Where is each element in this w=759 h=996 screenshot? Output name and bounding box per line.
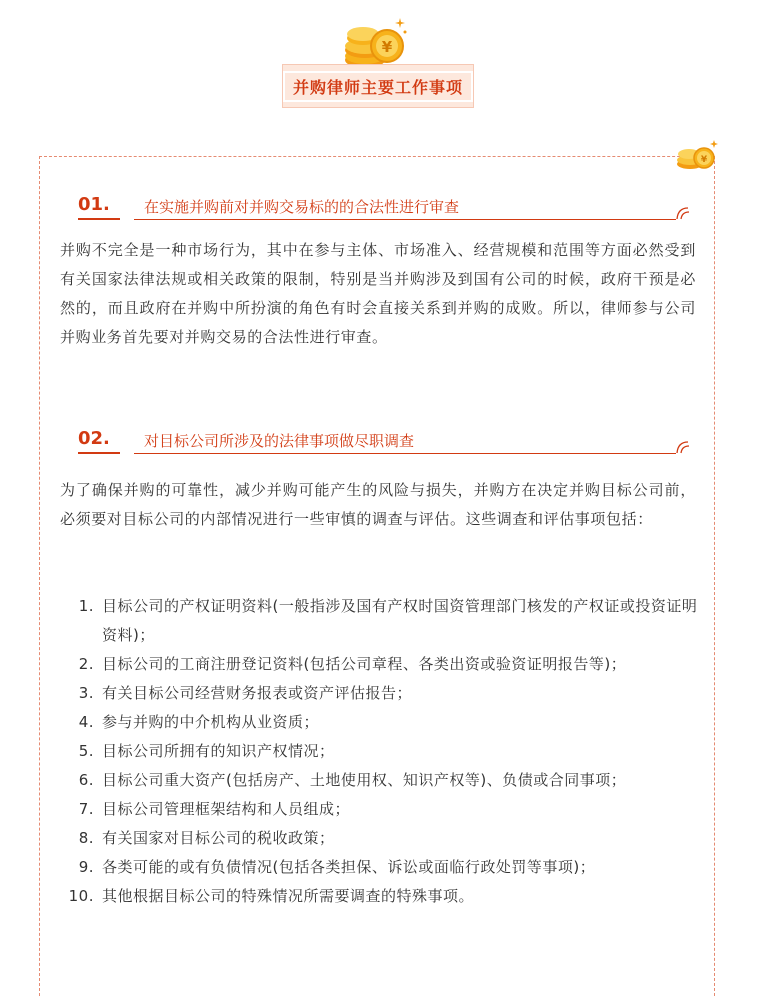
section-divider	[134, 453, 676, 454]
coin-stack-icon	[343, 14, 409, 70]
coin-symbol: ¥	[381, 38, 393, 56]
list-item: 5. 目标公司所拥有的知识产权情况；	[78, 742, 335, 760]
list-item: 4. 参与并购的中介机构从业资质；	[78, 713, 320, 731]
coin-symbol-small: ¥	[700, 155, 708, 165]
list-item: 7. 目标公司管理框架结构和人员组成；	[78, 800, 351, 818]
list-item: 3. 有关目标公司经营财务报表或资产评估报告；	[78, 684, 413, 702]
coin-decoration-icon	[676, 138, 720, 172]
section-paragraph: 为了确保并购的可靠性，减少并购可能产生的风险与损失，并购方在决定并购目标公司前，必须要对目标公司的内部情况进行一些审慎的调查与评估。这些调查和评估事项包括：	[60, 481, 696, 528]
section-number: 01.	[78, 194, 110, 215]
page-title-box	[282, 64, 474, 108]
section-header-1	[78, 194, 694, 224]
section-number: 02.	[78, 428, 110, 449]
section-header-2	[78, 428, 694, 458]
section-title: 对目标公司所涉及的法律事项做尽职调查	[144, 432, 415, 450]
section-number-underline	[78, 218, 120, 220]
list-item: 9. 各类可能的或有负债情况(包括各类担保、诉讼或面临行政处罚等事项)；	[78, 858, 596, 876]
list-item: 6. 目标公司重大资产(包括房产、土地使用权、知识产权等)、负债或合同事项；	[78, 771, 627, 789]
section-paragraph: 并购不完全是一种市场行为，其中在参与主体、市场准入、经营规模和范围等方面必然受到有关国家法律法规或相关政策的限制，特别是当并购涉及到国有公司的时候，政府干预是必然的，而且政府在并购中所扮演的角色有时会直接关系到并购的成败。所以，律师参与公司并购业务首先要对并购交易的合法性进行审查。	[60, 241, 696, 346]
list-item: 10. 其他根据目标公司的特殊情况所需要调查的特殊事项。	[68, 887, 475, 905]
section-title: 在实施并购前对并购交易标的的合法性进行审查	[144, 198, 460, 216]
page-title: 并购律师主要工作事项	[283, 71, 473, 102]
section-divider	[134, 219, 676, 220]
curl-ornament-icon	[676, 438, 694, 456]
section-number-underline	[78, 452, 120, 454]
list-item: 8. 有关国家对目标公司的税收政策；	[78, 829, 335, 847]
curl-ornament-icon	[676, 204, 694, 222]
checklist	[60, 592, 700, 911]
list-item: 1. 目标公司的产权证明资料(一般指涉及国有产权时国资管理部门核发的产权证或投资证明资料)；	[78, 597, 698, 644]
list-item: 2. 目标公司的工商注册登记资料(包括公司章程、各类出资或验资证明报告等)；	[78, 655, 627, 673]
